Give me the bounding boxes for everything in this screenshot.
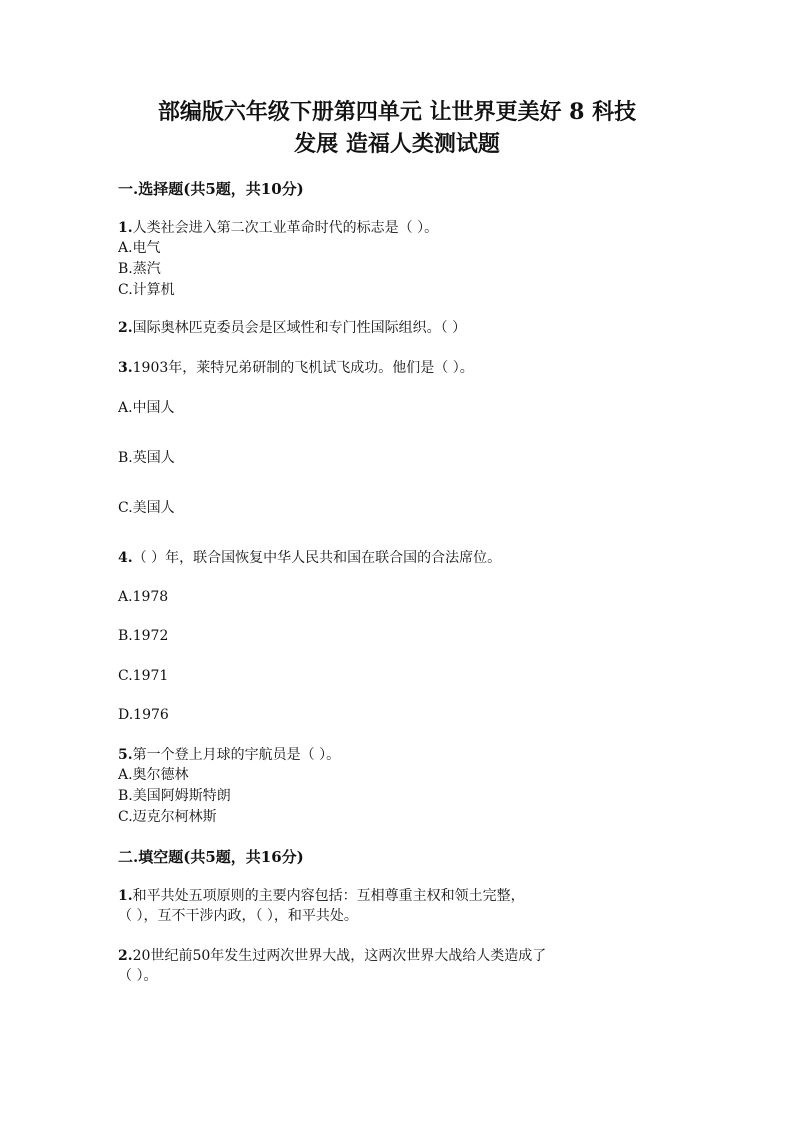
question-number: 2.: [118, 320, 133, 336]
question-text: 和平共处五项原则的主要内容包括：互相尊重主权和领土完整，: [132, 888, 525, 904]
question-text: （ ）年，联合国恢复中华人民共和国在联合国的合法席位。: [132, 550, 502, 566]
option-c: C.迈克尔柯林斯: [118, 809, 217, 825]
question-number: 1.: [118, 220, 133, 236]
page-title: [100, 96, 694, 160]
question-number: 1.: [118, 888, 133, 904]
fill-question-1: [118, 886, 525, 906]
option-a: A.1978: [118, 589, 169, 605]
question-number: 3.: [118, 360, 133, 376]
section-heading-fill: 二.填空题(共5题，共16分): [118, 848, 304, 866]
question-text: 第一个登上月球的宇航员是（ ）。: [132, 747, 341, 763]
option-c: C.计算机: [118, 282, 175, 298]
option-a: A.电气: [118, 240, 161, 256]
question-number: 2.: [118, 948, 133, 964]
option-c: C.美国人: [118, 500, 175, 516]
question-text: 1903年，莱特兄弟研制的飞机试飞成功。他们是（ ）。: [132, 360, 474, 376]
fill-question-1-line-2: （ ），互不干涉内政，（ ），和平共处。: [118, 908, 358, 924]
question-2: [118, 318, 466, 338]
question-5: [118, 745, 340, 765]
option-c: C.1971: [118, 668, 169, 684]
question-text: 人类社会进入第二次工业革命时代的标志是（ ）。: [132, 220, 439, 236]
question-text: 国际奥林匹克委员会是区域性和专门性国际组织。（ ）: [132, 320, 467, 336]
option-b: B.蒸汽: [118, 261, 161, 277]
section-heading-choice: 一.选择题(共5题，共10分): [118, 180, 304, 198]
title-line-1: 部编版六年级下册第四单元 让世界更美好 8 科技: [157, 99, 637, 125]
option-b: B.美国阿姆斯特朗: [118, 788, 231, 804]
question-3: [118, 358, 474, 378]
question-text: 20世纪前50年发生过两次世界大战，这两次世界大战给人类造成了: [132, 948, 547, 964]
question-4: [118, 548, 501, 568]
fill-question-2: [118, 946, 546, 966]
option-a: A.奥尔德林: [118, 767, 189, 783]
title-line-2: 发展 造福人类测试题: [294, 131, 500, 157]
option-d: D.1976: [118, 707, 169, 723]
fill-question-2-line-2: （ ）。: [118, 968, 158, 984]
question-number: 5.: [118, 747, 133, 763]
option-a: A.中国人: [118, 400, 175, 416]
question-1: [118, 218, 438, 238]
question-number: 4.: [118, 550, 133, 566]
option-b: B.英国人: [118, 450, 175, 466]
option-b: B.1972: [118, 628, 169, 644]
